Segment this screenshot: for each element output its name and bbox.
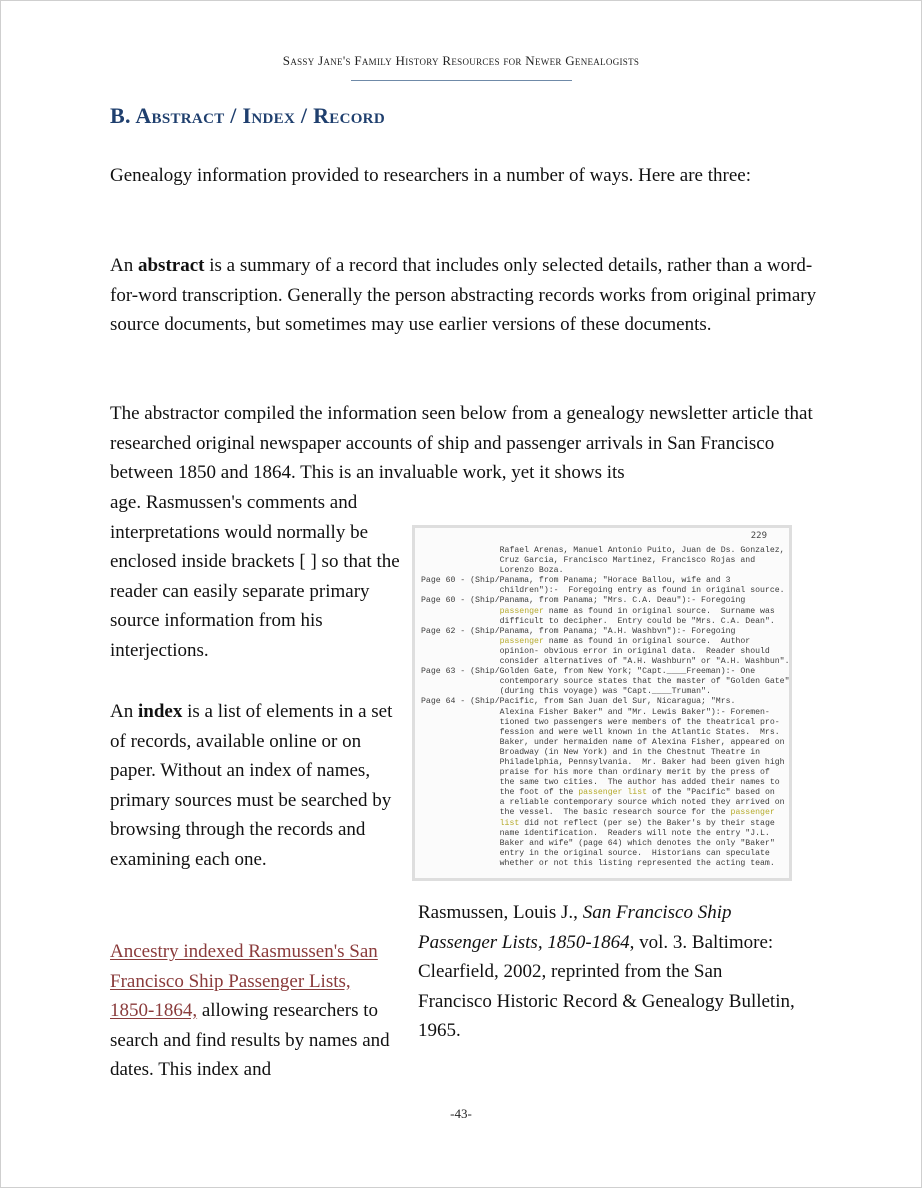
scan-line: passenger name as found in original source. Author	[499, 636, 751, 646]
scan-page-number: 229	[750, 531, 767, 541]
scan-line: Broadway (in New York) and in the Chestnut Theatre in	[421, 747, 761, 757]
scan-line: passenger name as found in original source. Surname was	[499, 606, 775, 616]
scan-text	[421, 546, 790, 869]
search-highlight: passenger list	[578, 788, 648, 798]
search-highlight: list	[499, 818, 520, 828]
scan-line: a reliable contemporary source which noted they arrived on	[421, 798, 785, 808]
scan-line: list did not reflect (per se) the Baker's by their stage	[499, 818, 775, 828]
scan-line: contemporary source states that the master of "Golden Gate"	[421, 677, 790, 687]
scan-line: Page 62 - (Ship/Panama, from Panama; "A.H. Washbvn"):- Foregoing	[421, 626, 736, 636]
scan-line: Page 64 - (Ship/Pacific, from San Juan del Sur, Nicaragua; "Mrs.	[421, 697, 736, 707]
caption-details: , vol. 3. Baltimore: Clearfield, 2002, reprinted from the San Francisco Historic Record & Genealogy Bulletin, 1965.	[418, 931, 795, 1041]
search-highlight: passenger	[499, 636, 544, 646]
caption-author: Rasmussen, Louis J.,	[418, 902, 583, 923]
section-title: B. Abstract / Index / Record	[110, 103, 385, 128]
search-highlight: passenger	[499, 606, 544, 616]
abstract-paragraph	[110, 251, 820, 340]
scan-line: fession and were well known in the Atlantic States. Mrs.	[421, 727, 780, 737]
search-highlight: passenger	[730, 808, 775, 818]
scan-line: children"):- Foregoing entry as found in original source.	[421, 586, 785, 596]
scan-line: Baker, under hermaiden name of Alexina Fisher, appeared on	[421, 737, 785, 747]
abstract-lead: An	[110, 255, 138, 276]
index-lead: An	[110, 701, 138, 722]
index-term: index	[137, 701, 183, 722]
scan-line: opinion- obvious error in original data. Reader should	[421, 646, 770, 656]
scan-line: consider alternatives of "A.H. Washburn" or "A.H. Washbun".	[421, 657, 790, 667]
header-rule	[351, 80, 572, 81]
scan-line: Lorenzo Boza.	[421, 566, 564, 576]
abstractor-paragraph: The abstractor compiled the information seen below from a genealogy newsletter article that researched original newspaper accounts of ship and passenger arrivals in San Francisco between 1850 and 1864. This is an invaluable work, yet it shows its	[110, 403, 813, 483]
caption-book-title: San Francisco Ship Passenger Lists, 1850-1864	[418, 902, 732, 953]
image-caption	[418, 898, 798, 1046]
index-paragraph	[110, 697, 395, 874]
scan-line: Page 60 - (Ship/Panama, from Panama; "Mrs. C.A. Deau"):- Foregoing	[421, 596, 746, 606]
index-definition: is a list of elements in a set of records, available online or on paper. Without an index of names, primary sources must be searched by browsing through the records and examining each one.	[110, 701, 393, 870]
ancestry-paragraph	[110, 937, 395, 1085]
scan-line: praise for his more than ordinary merit by the press of	[421, 768, 770, 778]
scan-line: the vessel. The basic research source for the passenger	[421, 808, 775, 818]
scan-line: Page 60 - (Ship/Panama, from Panama; "Horace Ballou, wife and 3	[421, 576, 731, 586]
scan-line: Alexina Fisher Baker" and "Mr. Lewis Baker"):- Foremen-	[421, 707, 770, 717]
scanned-record-image	[412, 525, 792, 881]
scan-line: Cruz Garcia, Francisco Martinez, Francisco Rojas and	[421, 556, 756, 566]
scan-line: entry in the original source. Historians can speculate	[421, 848, 770, 858]
scan-line: Rafael Arenas, Manuel Antonio Puito, Juan de Ds. Gonzalez,	[421, 546, 785, 555]
running-header: Sassy Jane's Family History Resources for Newer Genealogists	[282, 53, 640, 68]
scan-line: the foot of the passenger list of the "Pacific" based on	[421, 788, 775, 798]
abstractor-paragraph-continued: age. Rasmussen's comments and interpretations would normally be enclosed inside brackets [ ] so that the reader can easily separate primary source information from his interjections.	[110, 492, 400, 661]
scan-line: whether or not this listing represented the acting team.	[421, 858, 775, 868]
ancestry-paragraph-text: allowing researchers to search and find results by names and dates. This index and	[110, 1000, 390, 1080]
scan-line: difficult to decipher. Entry could be "Mrs. C.A. Dean".	[421, 616, 775, 626]
scan-line: tioned two passengers were members of the theatrical pro-	[421, 717, 780, 727]
ancestry-index-link[interactable]: Ancestry indexed Rasmussen's San Francisco Ship Passenger Lists, 1850-1864,	[110, 941, 378, 1021]
scan-line: (during this voyage) was "Capt.____Truman".	[421, 687, 711, 697]
scan-line: Philadelphia, Pennsylvania. Mr. Baker had been given high	[421, 757, 785, 767]
scan-line: Baker and wife" (page 64) which denotes the only "Baker"	[421, 838, 775, 848]
scan-line: name identification. Readers will note the entry "J.L.	[421, 828, 770, 838]
scan-line: the same two cities. The author has added their names to	[421, 778, 780, 788]
abstract-definition: is a summary of a record that includes only selected details, rather than a word-for-word transcription. Generally the person abstracting records works from original primary source documents, but sometimes may use earlier versions of these documents.	[110, 255, 817, 335]
abstract-term: abstract	[137, 255, 205, 276]
intro-paragraph: Genealogy information provided to researchers in a number of ways. Here are three:	[110, 165, 751, 186]
page-number: -43-	[450, 1106, 472, 1121]
scan-line: Page 63 - (Ship/Golden Gate, from New York; "Capt.____Freeman):- One	[421, 667, 756, 677]
